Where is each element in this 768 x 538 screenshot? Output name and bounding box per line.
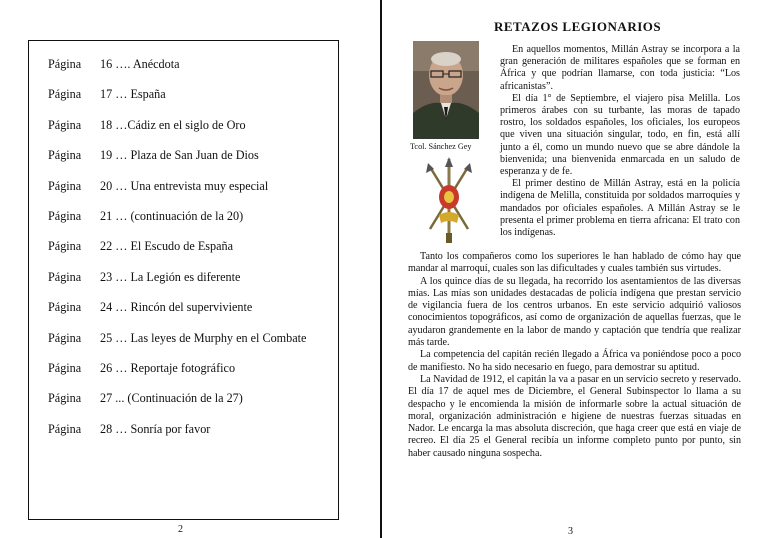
paragraph: La Navidad de 1912, el capitán la va a pasar en un servicio secreto y reservado. El día 17 de aquel mes de Diciembre, el General Subinspector lo llama a su despacho y le encomienda la misión de informarle sobre la actual situación de moral, organización administración e higiene de nuestras fuerzas situadas en Nador. Le encarga la mas absoluta discreción, que haga creer que está en viaje de recreo. El día 25 el General recibía un informe completo punto por punto, sin haber causado ninguna sospecha. [408, 373, 741, 459]
article-body [408, 251, 741, 460]
legion-emblem [424, 157, 474, 245]
toc-entry [48, 55, 334, 73]
portrait-photo [413, 41, 479, 139]
toc-entry [48, 298, 334, 316]
toc-page-label: Página [48, 300, 82, 315]
paragraph: El primer destino de Millán Astray, está en la policía indígena de Melilla, constituida por soldados marroquíes y mandados por oficiales españoles. A Millán Astray se le presenta el primer problema en tierra africana: El trato con los indígenas. [500, 178, 740, 239]
toc-entry-text: 27 ... (Continuación de la 27) [100, 391, 243, 406]
toc-page-label: Página [48, 421, 82, 436]
toc-entry-text: 22 … El Escudo de España [100, 239, 234, 254]
toc-entry [48, 116, 334, 134]
toc-entry-text: 28 … Sonría por favor [100, 421, 211, 436]
toc-entry [48, 207, 334, 225]
page-number-right: 3 [568, 526, 573, 537]
left-page [0, 0, 380, 538]
toc-page-label: Página [48, 269, 82, 284]
article-title: RETAZOS LEGIONARIOS [494, 19, 662, 34]
toc-entry [48, 420, 334, 438]
toc-entry-text: 24 … Rincón del superviviente [100, 300, 253, 315]
toc-page-label: Página [48, 57, 82, 71]
toc-entry [48, 85, 334, 103]
toc-page-label: Página [48, 330, 82, 345]
toc-entry-text: 16 …. Anécdota [100, 57, 180, 71]
table-of-contents [28, 40, 339, 520]
toc-entry [48, 389, 334, 407]
photo-caption: Tcol. Sánchez Gey [410, 142, 472, 151]
page-number-left: 2 [178, 524, 183, 535]
toc-entry-text: 19 … Plaza de San Juan de Dios [100, 148, 259, 163]
toc-entry [48, 359, 334, 377]
toc-entry-text: 18 …Cádiz en el siglo de Oro [100, 117, 246, 132]
paragraph: A los quince días de su llegada, ha recorrido los asentamientos de las diversas mías. Las mías son unidades destacadas de policía indígena que prestan servicio de vigilancia fuera de los centros urbanos. En este servicio adquirió valiosos conocimientos topográficos, así como de organización de aquellas fuerzas, que le ayudaron grandemente en la labor de mando y captación que tendría que realizar más tarde. [408, 275, 741, 349]
toc-page-label: Página [48, 148, 82, 163]
toc-page-label: Página [48, 178, 82, 193]
toc-page-label: Página [48, 361, 82, 375]
paragraph: El día 1° de Septiembre, el viajero pisa Melilla. Los primeros árabes con su turbante, las moras de tapado rostro, los soldados españoles, los oficiales, los europeos que viven una situación singular, todo, en fin, está allí junto a él, como un mundo nuevo que se abre dándole la bienvenida; una bienvenida enmarcada en un saludo de esperanza y de fe. [500, 92, 740, 178]
toc-entry-text: 21 … (continuación de la 20) [100, 209, 244, 223]
toc-entry-text: 17 … España [100, 87, 166, 102]
toc-page-label: Página [48, 209, 82, 223]
toc-entry [48, 329, 334, 347]
toc-page-label: Página [48, 239, 82, 254]
toc-entry [48, 268, 334, 286]
toc-entry [48, 146, 334, 164]
toc-entry [48, 177, 334, 195]
paragraph: La competencia del capitán recién llegado a África va poniéndose poco a poco de manifiesto. No ha sido necesario en fuego, para demostrar su aptitud. [408, 349, 741, 373]
toc-page-label: Página [48, 87, 82, 102]
toc-entry [48, 237, 334, 255]
toc-page-label: Página [48, 391, 82, 406]
toc-entry-text: 25 … Las leyes de Murphy en el Combate [100, 330, 307, 345]
article-column [500, 44, 740, 239]
toc-entry-text: 26 … Reportaje fotográfico [100, 361, 236, 375]
toc-entry-text: 20 … Una entrevista muy especial [100, 178, 269, 193]
toc-entry-text: 23 … La Legión es diferente [100, 269, 241, 284]
right-page [382, 0, 768, 538]
paragraph: En aquellos momentos, Millán Astray se incorpora a la gran generación de militares españoles que se forman en África y que podrían llamarse, con toda justicia: “Los africanistas”. [500, 44, 740, 92]
paragraph: Tanto los compañeros como los superiores le han hablado de cómo hay que mandar al marroquí, cuales son las dificultades y cuales también sus virtudes. [408, 251, 741, 275]
toc-page-label: Página [48, 117, 82, 132]
